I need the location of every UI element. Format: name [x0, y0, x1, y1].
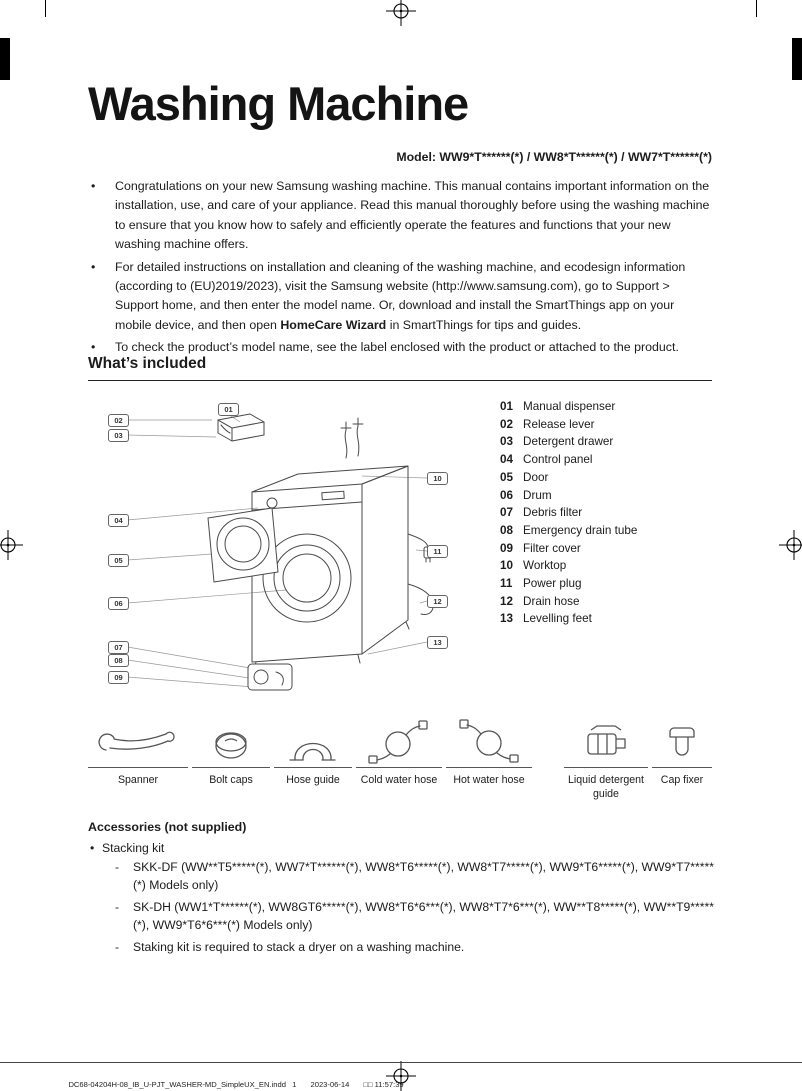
accessory-label: Cold water hose	[360, 774, 438, 786]
intro-bullet-text: For detailed instructions on installation and cleaning of the washing machine, and ecodesign information (according to (EU)2019/2023), visit the Samsung website (http://www.samsung.com), go to Support > Support home, and then enter the model name. Or, download and install the SmartThings app on your mobile device, and then open	[115, 259, 686, 332]
part-label: Drain hose	[523, 594, 580, 608]
part-label: Filter cover	[523, 541, 581, 555]
parts-list-item	[500, 593, 637, 611]
stacking-kit-note-item	[115, 939, 720, 957]
part-number: 13	[500, 612, 514, 626]
parts-list-item	[500, 557, 637, 575]
registration-mark-left	[0, 530, 23, 560]
intro-bullet	[88, 258, 714, 336]
section-divider	[88, 380, 712, 381]
print-color-bar-left	[0, 38, 10, 80]
accessory-underline	[652, 767, 712, 768]
part-number: 07	[500, 506, 514, 520]
callout-badge-06: 06	[108, 597, 129, 610]
part-number: 05	[500, 470, 514, 484]
callout-badge-01: 01	[218, 403, 239, 416]
part-number: 04	[500, 453, 514, 467]
part-number: 03	[500, 435, 514, 449]
callout-badge-04: 04	[108, 514, 129, 527]
whats-included-heading: What’s included	[88, 355, 207, 372]
accessory-item	[192, 702, 270, 801]
part-number: 08	[500, 523, 514, 537]
dash-marker: -	[115, 940, 120, 955]
parts-list-item	[500, 469, 637, 487]
parts-list-item	[500, 416, 637, 434]
part-number: 11	[500, 577, 513, 591]
intro-bullet-text: in SmartThings for tips and guides.	[386, 317, 582, 332]
intro-bullet-text: To check the product’s model name, see the label enclosed with the product or attached to the product.	[115, 340, 679, 355]
part-label: Detergent drawer	[523, 435, 614, 449]
accessory-underline	[356, 767, 442, 768]
part-label: Release lever	[523, 417, 595, 431]
accessories-not-supplied-heading: Accessories (not supplied)	[88, 820, 247, 834]
stacking-kit-model-text: SK-DH (WW1*T******(*), WW8GT6*****(*), WW8*T6*6***(*), WW8*T7*6***(*), WW**T8*****(*), WW**T9*****(*), WW9*T6*6***(*) Models only)	[133, 900, 715, 932]
part-number: 01	[500, 400, 514, 413]
stacking-kit-model-item	[115, 899, 720, 934]
parts-list-item	[500, 575, 637, 593]
stacking-kit-model-text: SKK-DF (WW**T5*****(*), WW7*T******(*), WW8*T6*****(*), WW8*T7*****(*), WW9*T6*****(*), WW9*T7*****(*) Models only)	[133, 860, 715, 892]
callout-badge-08: 08	[108, 654, 129, 667]
stacking-kit-model-item	[115, 859, 720, 894]
registration-mark-top	[386, 0, 416, 26]
callout-badge-13: 13	[427, 636, 448, 649]
part-number: 09	[500, 541, 514, 555]
part-label: Manual dispenser	[523, 400, 616, 413]
trim-mark-top-right	[756, 0, 757, 17]
parts-list-item	[500, 398, 637, 416]
callout-badge-05: 05	[108, 554, 129, 567]
accessory-underline	[274, 767, 352, 768]
intro-bullet-text: Congratulations on your new Samsung washing machine. This manual contains important information on the installation, use, and care of your appliance. Read this manual thoroughly before using the washing machine to ensure that you know how to safely and efficiently operate the features and functions that your new washing machine offers.	[115, 179, 710, 252]
model-line: Model: WW9*T******(*) / WW8*T******(*) / WW7*T******(*)	[396, 150, 712, 164]
accessory-item	[446, 702, 532, 801]
intro-section	[88, 177, 714, 361]
accessory-underline	[192, 767, 270, 768]
part-label: Door	[523, 470, 549, 484]
part-label: Power plug	[523, 577, 582, 591]
part-number: 02	[500, 417, 514, 431]
accessory-underline	[446, 767, 532, 768]
footer-divider	[0, 1062, 802, 1063]
callout-badge-10: 10	[427, 472, 448, 485]
page-title: Washing Machine	[88, 77, 469, 130]
accessory-item	[274, 702, 352, 801]
print-color-bar-right	[792, 38, 802, 80]
accessory-item	[356, 702, 442, 801]
dash-marker: -	[115, 900, 120, 915]
footer-imprint	[60, 1071, 418, 1091]
footer-filename: DC68-04204H-08_IB_U-PJT_WASHER-MD_SimpleUX_EN.indd 1	[68, 1080, 297, 1089]
callout-badge-07: 07	[108, 641, 129, 654]
accessory-item	[564, 702, 648, 801]
accessory-label: Cap fixer	[660, 774, 704, 786]
callout-badge-03: 03	[108, 429, 129, 442]
part-label: Levelling feet	[523, 612, 592, 626]
trim-mark-top-left	[45, 0, 46, 17]
parts-list-item	[500, 433, 637, 451]
accessory-label: Hot water hose	[453, 774, 525, 786]
stacking-kit-note-text: Staking kit is required to stack a dryer on a washing machine.	[133, 940, 465, 955]
part-label: Worktop	[523, 559, 567, 573]
cap-fixer-icon	[652, 702, 712, 764]
accessory-label: Spanner	[117, 774, 159, 786]
registration-mark-right	[779, 530, 802, 560]
stacking-kit-bullet: • Stacking kit	[88, 841, 720, 855]
accessory-item	[88, 702, 188, 801]
part-label: Control panel	[523, 453, 593, 467]
accessories-not-supplied-section	[88, 820, 720, 962]
callout-badge-12: 12	[427, 595, 448, 608]
part-label: Emergency drain tube	[523, 523, 638, 537]
accessories-row	[88, 702, 722, 801]
accessory-label: Hose guide	[286, 774, 340, 786]
hot-water-hose-icon	[446, 702, 532, 764]
washer-diagram	[100, 392, 480, 692]
cold-water-hose-icon	[356, 702, 442, 764]
footer-time: □□ 11:57:39	[363, 1080, 404, 1089]
footer-date: 2023-06-14	[310, 1080, 350, 1089]
parts-list	[500, 398, 637, 628]
parts-list-item	[500, 540, 637, 558]
dash-marker: -	[115, 860, 120, 874]
part-number: 12	[500, 594, 514, 608]
homecare-wizard-bold: HomeCare Wizard	[280, 317, 387, 332]
hose-guide-icon	[274, 702, 352, 764]
bolt-caps-icon	[192, 702, 270, 764]
part-label: Debris filter	[523, 506, 583, 520]
accessory-underline	[564, 767, 648, 768]
parts-list-item	[500, 610, 637, 628]
accessory-underline	[88, 767, 188, 768]
liquid-detergent-guide-icon	[564, 702, 648, 764]
callout-badge-02: 02	[108, 414, 129, 427]
part-number: 10	[500, 559, 514, 573]
callout-badge-11: 11	[427, 545, 448, 558]
callout-badge-09: 09	[108, 671, 129, 684]
spanner-icon	[88, 702, 188, 764]
part-label: Drum	[523, 488, 552, 502]
intro-bullet	[88, 177, 714, 255]
washer-line-drawing	[100, 392, 480, 692]
accessory-label: Bolt caps	[209, 774, 253, 786]
parts-list-item	[500, 504, 637, 522]
parts-list-item	[500, 522, 637, 540]
parts-list-item	[500, 487, 637, 505]
parts-list-item	[500, 451, 637, 469]
accessory-item	[652, 702, 712, 801]
accessory-label: Liquid detergent guide	[568, 774, 644, 800]
part-number: 06	[500, 488, 514, 502]
